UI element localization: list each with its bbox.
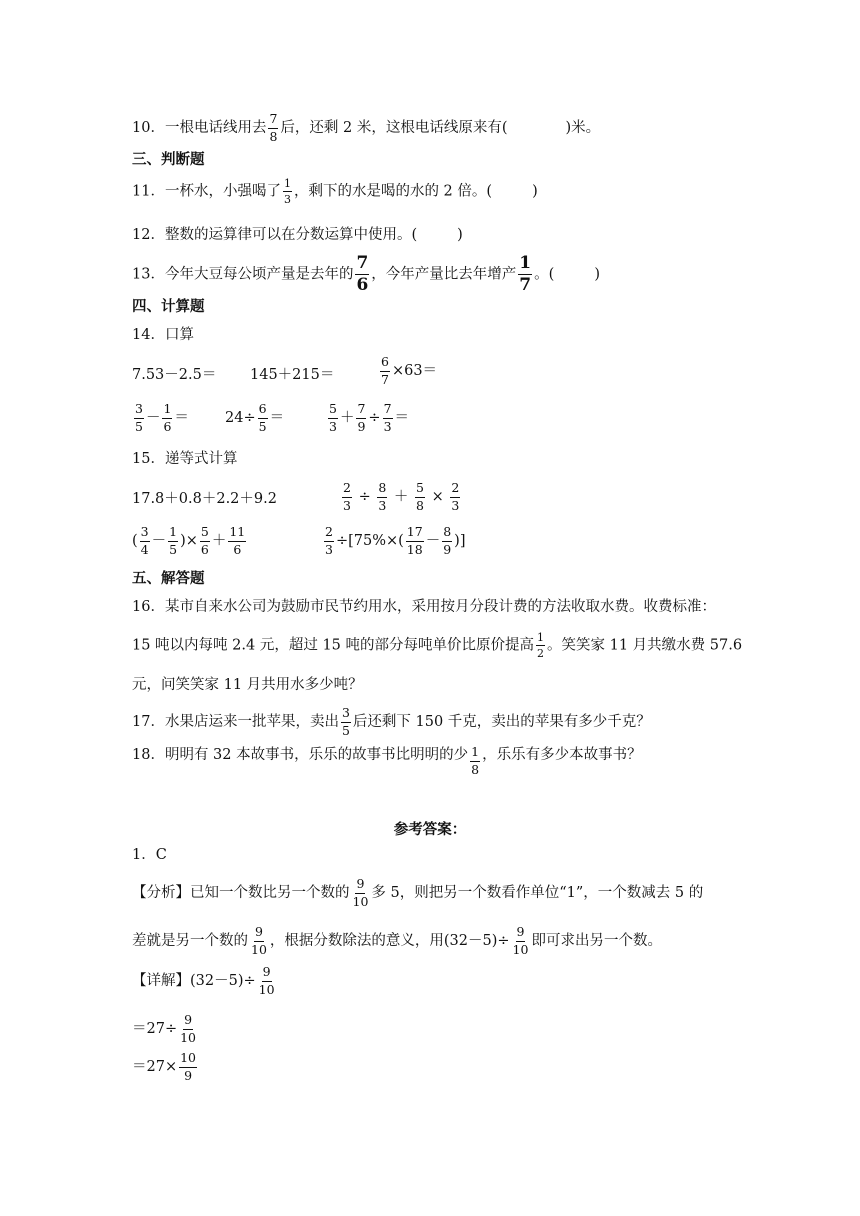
fraction: $\frac{1}{7}$ xyxy=(519,253,532,295)
calc-item: $\frac{2}{3}$ ÷ $\frac{8}{3}$ ＋ $\frac{5}{8}$ × $\frac{2}{3}$ xyxy=(343,480,460,513)
question-17: 17．水果店运来一批苹果，卖出 $\frac{3}{5}$ 后还剩下 150 千克，卖出的苹果有多少千克？ xyxy=(132,705,651,738)
fraction: $\frac{1}{3}$ xyxy=(283,177,291,206)
fraction: $\frac{2}{3}$ xyxy=(451,480,460,513)
fraction: $\frac{7}{9}$ xyxy=(357,401,366,434)
detail-line3: ＝27× $\frac{10}{9}$ xyxy=(132,1050,197,1083)
question-14: 14．口算 xyxy=(132,327,194,343)
fraction: $\frac{3}{4}$ xyxy=(140,524,149,557)
question-11: 11．一杯水，小强喝了 $\frac{1}{3}$ ，剩下的水是喝的水的 2 倍。( ) xyxy=(132,177,538,206)
oral-item: $\frac{3}{5}$ － $\frac{1}{6}$ ＝ xyxy=(135,401,189,434)
section-heading: 五、解答题 xyxy=(132,571,205,587)
fraction: $\frac{9}{10}$ xyxy=(251,924,267,957)
fraction: $\frac{11}{6}$ xyxy=(229,524,246,557)
fraction: $\frac{9}{10}$ xyxy=(352,876,369,909)
fraction: $\frac{8}{9}$ xyxy=(443,524,452,557)
fraction: $\frac{3}{5}$ xyxy=(341,705,350,738)
question-15: 15．递等式计算 xyxy=(132,451,238,467)
fraction: $\frac{1}{8}$ xyxy=(471,744,480,777)
fraction: $\frac{10}{9}$ xyxy=(180,1050,197,1083)
fraction: $\frac{3}{5}$ xyxy=(135,401,143,434)
fraction: $\frac{6}{7}$ xyxy=(381,354,389,387)
calc-item: $\frac{2}{3}$ ÷[75%×( $\frac{17}{18}$ － $\frac{8}{9}$ )] xyxy=(325,524,466,557)
fraction: $\frac{9}{10}$ xyxy=(512,924,529,957)
calc-item: ( $\frac{3}{4}$ － $\frac{1}{5}$ )× $\frac{5}{6}$ ＋ $\frac{11}{6}$ xyxy=(132,524,246,557)
oral-item: $\frac{6}{7}$ ×63＝ xyxy=(381,354,438,387)
fraction: $\frac{5}{8}$ xyxy=(416,480,424,513)
fraction: $\frac{2}{3}$ xyxy=(343,480,351,513)
fraction: $\frac{9}{10}$ xyxy=(180,1012,197,1045)
section-heading: 三、判断题 xyxy=(132,152,205,168)
fraction: $\frac{2}{3}$ xyxy=(325,524,333,557)
answer-1: 1．C xyxy=(132,847,167,863)
fraction: $\frac{7}{8}$ xyxy=(269,111,278,144)
fraction: $\frac{7}{6}$ xyxy=(356,253,369,295)
detail-line1: 【详解】(32－5)÷ $\frac{9}{10}$ xyxy=(132,964,275,997)
question-10: 10．一根电话线用去 $\frac{7}{8}$ 后，还剩 2 米，这根电话线原来有( )米。 xyxy=(132,111,601,144)
section-heading: 四、计算题 xyxy=(132,299,205,315)
question-13: 13．今年大豆每公顷产量是去年的 $\frac{7}{6}$ ，今年产量比去年增产 $\frac{1}{7}$ 。( ) xyxy=(132,253,600,295)
question-18: 18．明明有 32 本故事书，乐乐的故事书比明明的少 $\frac{1}{8}$ ，乐乐有多少本故事书？ xyxy=(132,744,642,777)
fraction: $\frac{8}{3}$ xyxy=(378,480,387,513)
fraction: $\frac{6}{5}$ xyxy=(258,401,267,434)
oral-item: $\frac{5}{3}$ ＋ $\frac{7}{9}$ ÷ $\frac{7}{3}$ ＝ xyxy=(329,401,410,434)
fraction: $\frac{5}{3}$ xyxy=(329,401,337,434)
question-16-line1: 16．某市自来水公司为鼓励市民节约用水，采用按月分段计费的方法收取水费。收费标准： xyxy=(132,599,716,615)
fraction: $\frac{17}{18}$ xyxy=(406,524,423,557)
calc-item: 17.8＋0.8＋2.2＋9.2 xyxy=(132,491,277,507)
detail-line2: ＝27÷ $\frac{9}{10}$ xyxy=(132,1012,197,1045)
fraction: $\frac{5}{6}$ xyxy=(200,524,209,557)
question-12: 12．整数的运算律可以在分数运算中使用。( ) xyxy=(132,227,463,243)
question-16-line2: 15 吨以内每吨 2.4 元，超过 15 吨的部分每吨单价比原价提高 $\frac{1}{2}$ 。笑笑家 11 月共缴水费 57.6 xyxy=(132,631,743,660)
fraction: $\frac{1}{6}$ xyxy=(163,401,172,434)
fraction: $\frac{7}{3}$ xyxy=(383,401,392,434)
answers-title: 参考答案： xyxy=(393,822,467,838)
fraction: $\frac{9}{10}$ xyxy=(258,964,275,997)
oral-item: 145＋215＝ xyxy=(250,367,335,383)
fraction: $\frac{1}{5}$ xyxy=(169,524,178,557)
oral-item: 7.53－2.5＝ xyxy=(132,367,217,383)
analysis-line1: 【分析】已知一个数比另一个数的 $\frac{9}{10}$ 多 5，则把另一个数看作单位“1”，一个数减去 5 的 xyxy=(132,876,704,909)
analysis-line2: 差就是另一个数的 $\frac{9}{10}$ ，根据分数除法的意义，用(32－5)÷ $\frac{9}{10}$ 即可求出另一个数。 xyxy=(132,924,662,957)
fraction: $\frac{1}{2}$ xyxy=(537,631,545,660)
oral-item: 24÷ $\frac{6}{5}$ ＝ xyxy=(225,401,285,434)
question-16-line3: 元，问笑笑家 11 月共用水多少吨？ xyxy=(132,677,363,693)
